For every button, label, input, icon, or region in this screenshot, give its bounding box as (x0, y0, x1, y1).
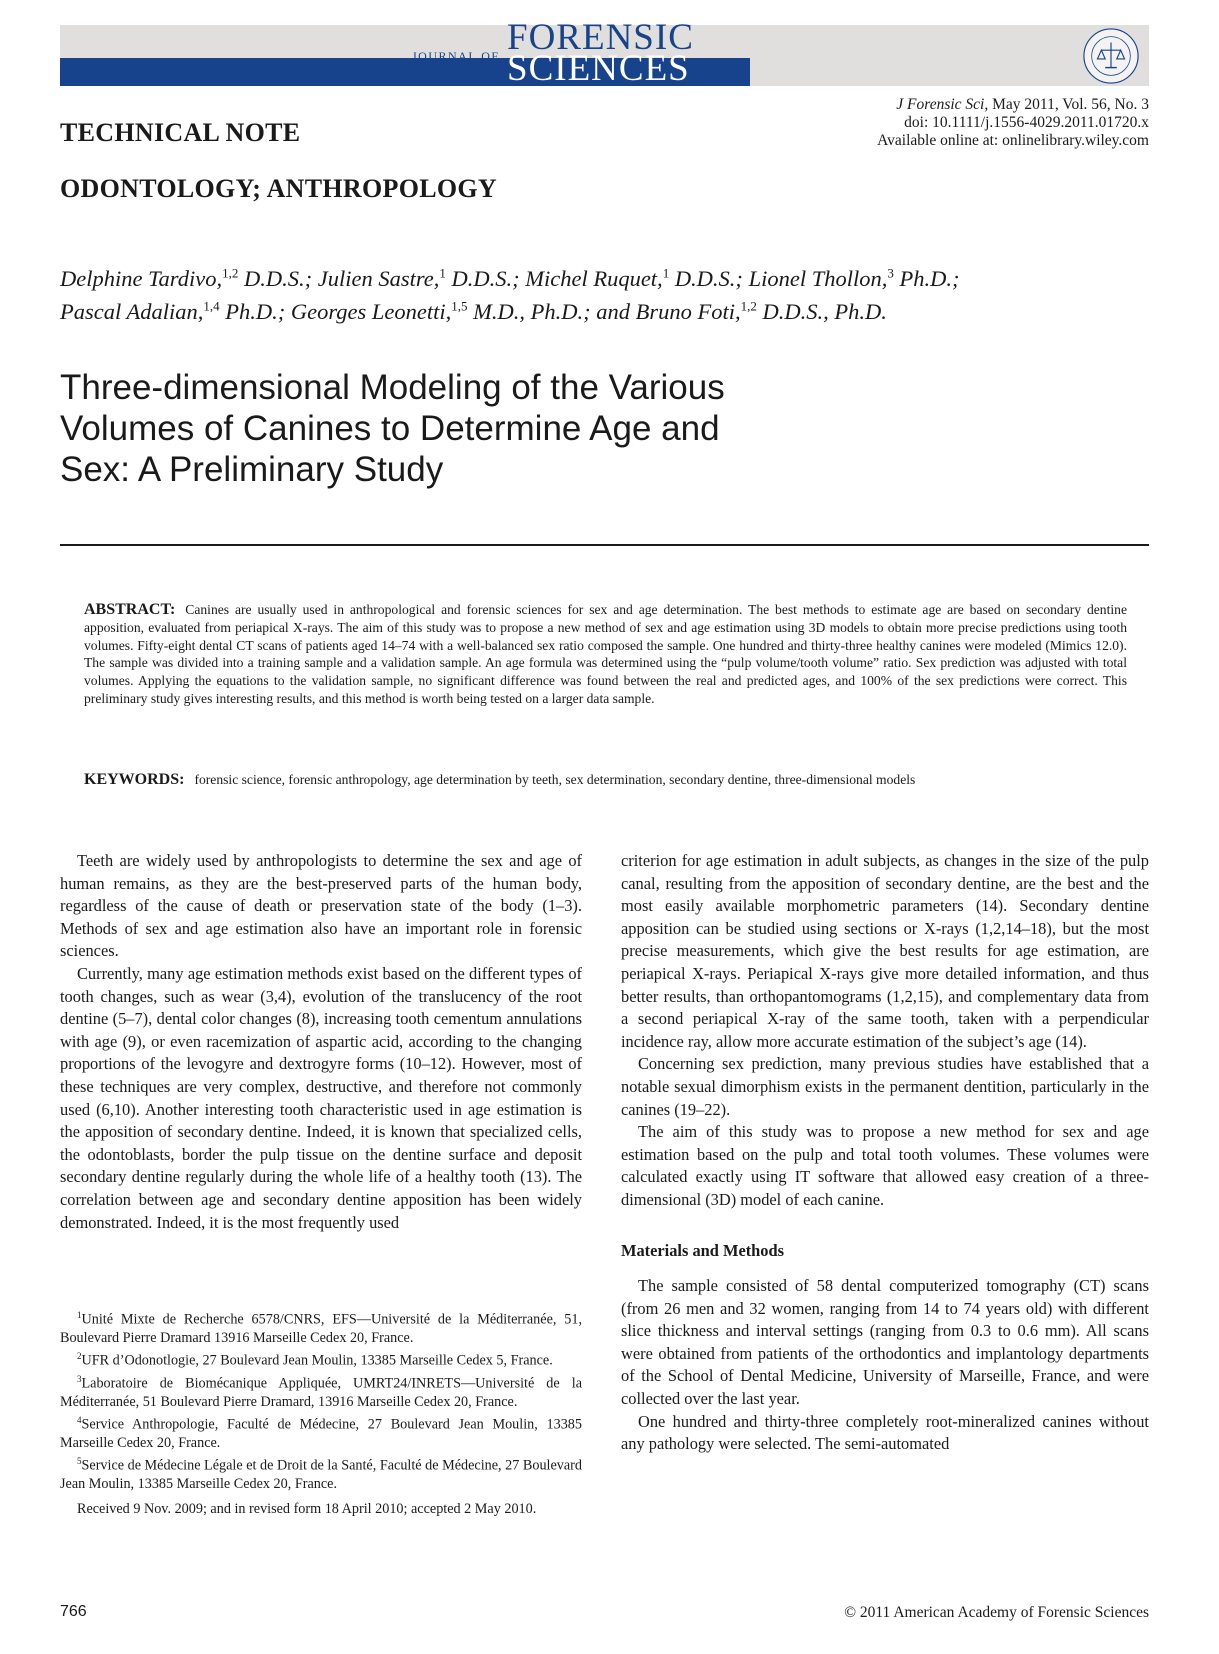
author: and Bruno Foti,$^{1,2}$ D.D.S., Ph.D. (596, 298, 887, 324)
body-paragraph: One hundred and thirty-three completely root-mineralized canines without any pathology were selected. The semi-automated (621, 1411, 1149, 1454)
journal-name-prefix: JOURNAL OF (412, 49, 500, 63)
journal-masthead (60, 17, 1149, 89)
affiliation-footnotes (60, 1306, 582, 1518)
body-paragraph: The sample consisted of 58 dental computerized tomography (CT) scans (from 26 men and 32 women, ranging from 14 to 74 years old) with different slice thickness and interval settings (ranging from 0.3 to 0.6 mm). All scans were obtained from patients of the orthodontics and implantology departments of the School of Dental Medicine, University of Marseille, France, and were collected over the last year. (621, 1276, 1149, 1409)
title-divider (60, 544, 1149, 546)
body-paragraph: Currently, many age estimation methods exist based on the different types of tooth changes, such as wear (3,4), evolution of the translucency of the root dentine (5–7), dental color changes (8), increasing tooth cementum annulations with age (9), or even racemization of aspartic acid, according to the changing proportions of the levogyre and dextrogyre forms (10–12). However, most of these techniques are very complex, destructive, and therefore not commonly used (6,10). Another interesting tooth characteristic used in age estimation is the apposition of secondary dentine. Indeed, it is known that specialized cells, the odontoblasts, border the pulp tissue on the dentine surface and deposit secondary dentine regularly during the whole life of a healthy tooth (13). The correlation between age and secondary dentine apposition has been widely demonstrated. Indeed, it is the most frequently used (60, 963, 582, 1232)
footnote: $^5$Service de Médecine Légale et de Droit de la Santé, Faculté de Médecine, 27 Boulevard Jean Moulin, 13385 Marseille Cedex 20, France. (60, 1456, 582, 1493)
footnote: $^4$Service Anthropologie, Faculté de Médecine, 27 Boulevard Jean Moulin, 13385 Marseille Cedex 20, France. (60, 1415, 582, 1452)
citation-volume: J Forensic Sci, May 2011, Vol. 56, No. 3 (896, 96, 1149, 113)
body-paragraph: The aim of this study was to propose a new method for sex and age estimation based on the pulp and total tooth volumes. These volumes were calculated exactly using IT software that allowed easy creation of a three-dimensional (3D) model of each canine. (621, 1122, 1149, 1209)
abstract (84, 601, 1127, 708)
author: Julien Sastre,$^1$ D.D.S.; (317, 265, 526, 291)
author: Delphine Tardivo,$^{1,2}$ D.D.S.; (60, 265, 318, 291)
author: Georges Leonetti,$^{1,5}$ M.D., Ph.D.; (290, 298, 597, 324)
author-list (60, 259, 1150, 326)
journal-name-sciences: SCIENCES (507, 48, 690, 89)
citation-block (877, 96, 1149, 150)
abstract-label: ABSTRACT: (84, 601, 176, 618)
discipline-heading: ODONTOLOGY; ANTHROPOLOGY (60, 174, 497, 203)
academy-seal-icon (1082, 27, 1140, 85)
citation-doi: doi: 10.1111/j.1556-4029.2011.01720.x (904, 114, 1149, 131)
keywords (84, 771, 1127, 789)
article-title: Three-dimensional Modeling of the Various Volumes of Canines to Determine Age and Sex: A Preliminary Study (60, 368, 725, 489)
journal-name-forensic: FORENSIC (507, 17, 694, 58)
abstract-text: Canines are usually used in anthropological and forensic sciences for sex and age determination. The best methods to estimate age are based on secondary dentine apposition, evaluated from periapical X-rays. The aim of this study was to propose a new method of sex and age estimation using 3D models to obtain more precise predictions using tooth volumes. Fifty-eight dental CT scans of patients aged 14–74 with a well-balanced sex ratio composed the sample. One hundred and thirty-three healthy canines were modeled (Mimics 12.0). The sample was divided into a training sample and a validation sample. An age formula was determined using the “pulp volume/tooth volume” ratio. Sex prediction was adjusted with total volumes. Applying the equations to the validation sample, no significant difference was found between the real and predicted ages, and 100% of the sex predictions were correct. This preliminary study gives interesting results, and this method is worth being tested on a larger data sample. (84, 602, 1127, 706)
body-column-right (621, 850, 1149, 1456)
author: Michel Ruquet,$^1$ D.D.S.; (525, 265, 749, 291)
note-type-heading: TECHNICAL NOTE (60, 118, 301, 147)
received-dates: Received 9 Nov. 2009; and in revised form 18 April 2010; accepted 2 May 2010. (77, 1500, 537, 1517)
keywords-label: KEYWORDS: (84, 771, 185, 788)
author: Pascal Adalian,$^{1,4}$ Ph.D.; (60, 298, 291, 324)
footnote: $^1$Unité Mixte de Recherche 6578/CNRS, EFS—Université de la Méditerranée, 51, Boulevard Pierre Dramard 13916 Marseille Cedex 20, France. (60, 1310, 582, 1346)
body-paragraph: criterion for age estimation in adult subjects, as changes in the size of the pulp canal, resulting from the apposition of secondary dentine, are the best and the most easily available morphometric parameters (14). Secondary dentine apposition can be studied using sections or X-rays (1,2,14–18), but the most precise measurements, which give the best results for age estimation, are periapical X-rays. Periapical X-rays give more detailed information, and thus better results, than orthopantomograms (1,2,15), and complementary data from a second periapical X-ray of the same tooth, taken with a perpendicular incidence ray, allow more accurate estimation of the subject’s age (14). (621, 851, 1149, 1051)
body-column-left (60, 850, 582, 1234)
citation-online: Available online at: onlinelibrary.wiley.com (877, 132, 1149, 149)
author: Lionel Thollon,$^3$ Ph.D.; (748, 265, 960, 291)
footnote: $^2$UFR d’Odonotlogie, 27 Boulevard Jean Moulin, 13385 Marseille Cedex 5, France. (77, 1351, 553, 1369)
body-paragraph: Concerning sex prediction, many previous studies have established that a notable sexual dimorphism exists in the permanent dentition, particularly in the canines (19–22). (621, 1054, 1149, 1119)
footnote: $^3$Laboratoire de Biomécanique Appliquée, UMRT24/INRETS—Université de la Méditerranée, 51 Boulevard Pierre Dramard, 13916 Marseille Cedex 20, France. (60, 1374, 582, 1411)
copyright-notice: © 2011 American Academy of Forensic Sciences (844, 1604, 1149, 1621)
body-paragraph: Teeth are widely used by anthropologists to determine the sex and age of human remains, as they are the best-preserved parts of the human body, regardless of the cause of death or preservation state of the body (1–3). Methods of sex and age estimation also have an important role in forensic sciences. (60, 851, 582, 961)
keywords-text: forensic science, forensic anthropology, age determination by teeth, sex determination, secondary dentine, three-dimensional models (194, 772, 916, 787)
page-number: 766 (60, 1603, 87, 1620)
section-heading-methods: Materials and Methods (621, 1240, 784, 1260)
